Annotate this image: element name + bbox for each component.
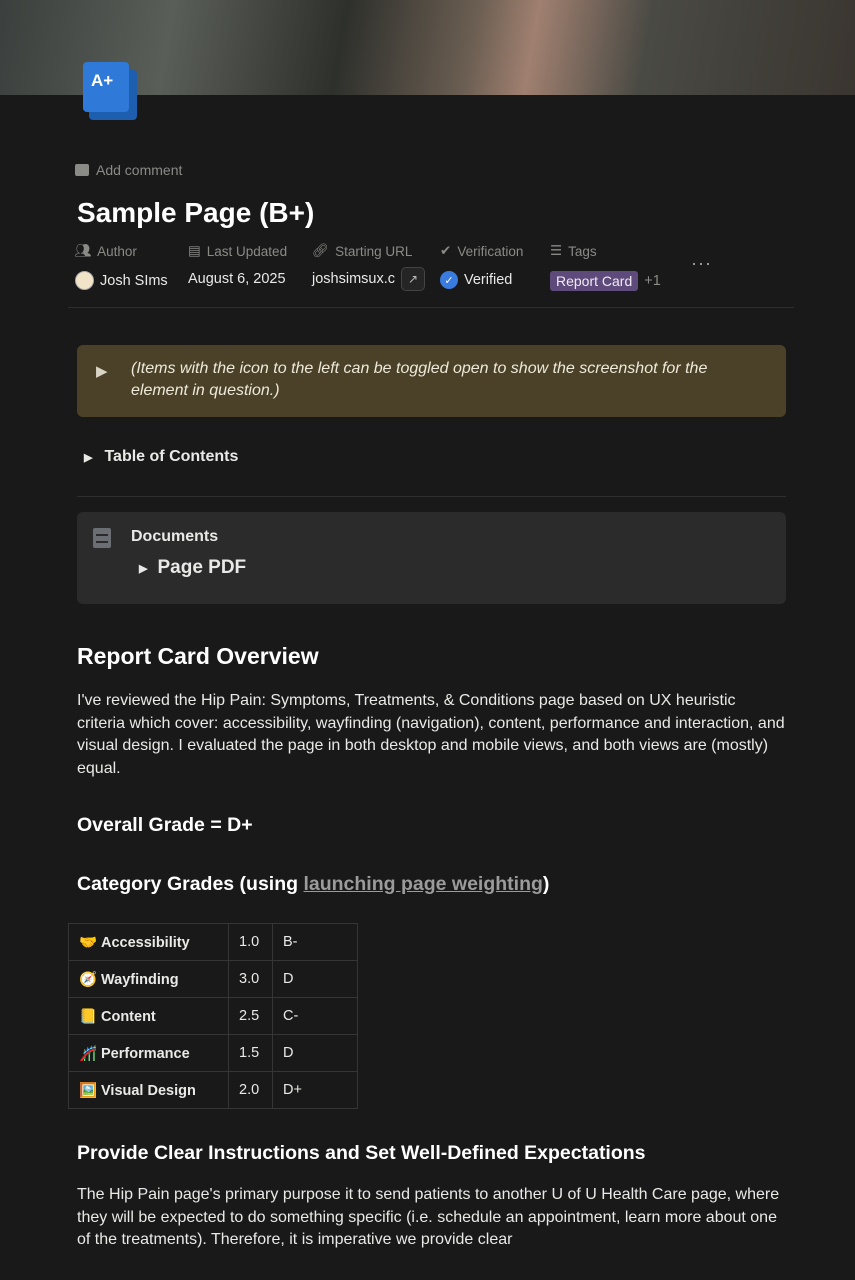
property-verification-value[interactable]: ✓ Verified — [440, 271, 512, 289]
category-grade: C- — [273, 998, 358, 1035]
property-url-value[interactable]: joshsimsux.c ↗ — [312, 267, 425, 291]
section-heading: Provide Clear Instructions and Set Well-Defined Expectations — [77, 1142, 646, 1164]
category-grade: D — [273, 1035, 358, 1072]
file-cabinet-icon — [93, 528, 111, 548]
avatar — [75, 271, 94, 290]
more-icon[interactable]: ··· — [691, 253, 712, 273]
callout: ▶ (Items with the icon to the left can be toggled open to show the screenshot for the element in question.) — [77, 345, 786, 417]
overview-heading: Report Card Overview — [77, 643, 319, 669]
category-emoji-icon: 🤝 — [79, 934, 98, 951]
property-author-label: 👥︎ Author — [74, 243, 137, 259]
divider — [68, 307, 794, 308]
grades-table — [68, 923, 358, 1109]
property-updated-value[interactable]: August 6, 2025 — [188, 271, 286, 287]
category-name: 🎢 Performance — [69, 1035, 229, 1072]
category-score: 1.0 — [229, 924, 273, 961]
list-icon: ☰ — [550, 243, 563, 258]
toc-toggle[interactable]: ▶ Table of Contents — [84, 448, 239, 465]
triangle-icon: ▶ — [139, 562, 148, 575]
property-tags-value[interactable]: Report Card +1 — [550, 271, 661, 291]
category-score: 2.5 — [229, 998, 273, 1035]
category-name: 🧭 Wayfinding — [69, 961, 229, 998]
documents-callout: Documents ▶ Page PDF — [77, 512, 786, 604]
category-heading: Category Grades (using launching page weighting) — [77, 873, 550, 895]
add-comment-button[interactable]: Add comment — [75, 162, 182, 178]
category-name: 🤝 Accessibility — [69, 924, 229, 961]
table-row — [69, 998, 358, 1035]
overview-text: I've reviewed the Hip Pain: Symptoms, Treatments, & Conditions page based on UX heuristic criteria which cover: accessibility, wayfinding (navigation), content, performance and interaction, and visual design. I evaluated the page in both desktop and mobile views, and both views are (mostly) equal. — [77, 692, 785, 778]
category-score: 2.0 — [229, 1072, 273, 1109]
weighting-link[interactable]: launching page weighting — [303, 873, 543, 895]
open-link-icon[interactable]: ↗ — [401, 267, 425, 291]
table-row — [69, 961, 358, 998]
verified-icon: ✓ — [440, 271, 458, 289]
category-grade: D — [273, 961, 358, 998]
category-score: 3.0 — [229, 961, 273, 998]
category-emoji-icon: 📒 — [79, 1008, 98, 1025]
category-emoji-icon: 🖼️ — [79, 1082, 98, 1099]
verified-badge-icon: ✔ — [440, 243, 452, 258]
triangle-icon: ▶ — [84, 451, 93, 464]
toggle-triangle-icon[interactable]: ▶ — [96, 363, 108, 380]
property-updated-label: ▤ Last Updated — [188, 243, 288, 259]
category-grade: B- — [273, 924, 358, 961]
tag-report-card: Report Card — [550, 271, 638, 291]
table-row — [69, 1035, 358, 1072]
overall-grade: Overall Grade = D+ — [77, 814, 253, 836]
calendar-icon: ▤ — [188, 243, 201, 258]
link-icon: 🔗︎ — [312, 243, 330, 258]
category-name: 🖼️ Visual Design — [69, 1072, 229, 1109]
divider — [77, 496, 786, 497]
report-card-icon — [83, 62, 139, 122]
table-row — [69, 1072, 358, 1109]
property-url-label: 🔗︎ Starting URL — [312, 243, 413, 259]
svg-text:A+: A+ — [91, 71, 114, 90]
property-tags-label: ☰ Tags — [550, 243, 597, 259]
category-name: 📒 Content — [69, 998, 229, 1035]
page-pdf-toggle[interactable]: ▶ Page PDF — [139, 557, 247, 578]
category-emoji-icon: 🧭 — [79, 971, 98, 988]
property-author-value[interactable]: Josh SIms — [75, 271, 168, 290]
category-grade: D+ — [273, 1072, 358, 1109]
category-score: 1.5 — [229, 1035, 273, 1072]
people-icon: 👥︎ — [74, 243, 92, 258]
table-row — [69, 924, 358, 961]
comment-icon — [75, 164, 89, 176]
section-text: The Hip Pain page's primary purpose it to send patients to another U of U Health Care page, where they will be expected to do something specific (i.e. schedule an appointment, learn more about one of the treatments). Therefore, it is imperative we provide clear — [77, 1186, 780, 1249]
category-emoji-icon: 🎢 — [79, 1045, 98, 1062]
page-title: Sample Page (B+) — [77, 197, 315, 228]
property-verification-label: ✔ Verification — [440, 243, 524, 259]
